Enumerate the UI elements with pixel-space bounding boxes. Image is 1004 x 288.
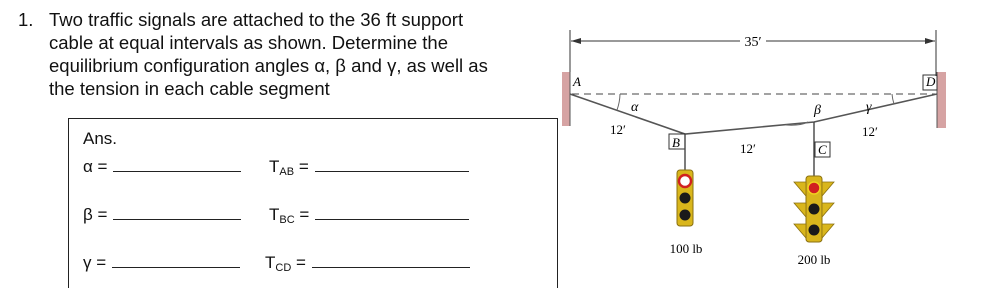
beta-label: β = — [83, 205, 108, 224]
tab-label: $T_{AB}$ = — [269, 157, 309, 178]
left-wall — [562, 72, 570, 126]
cable-figure — [560, 0, 1004, 288]
tbc-label: $T_{BC}$ = — [269, 205, 310, 226]
problem-line: Two traffic signals are attached to the 36 ft support — [49, 9, 464, 30]
problem-line: equilibrium configuration angles α, β and γ, as well as — [49, 55, 488, 76]
tcd-label: $T_{CD}$ = — [265, 253, 306, 274]
tcd-input[interactable] — [312, 253, 470, 268]
segment-cd-length: 12′ — [862, 124, 878, 139]
problem-text — [49, 8, 549, 100]
problem-line: the tension in each cable segment — [49, 78, 330, 99]
gamma-label: γ — [866, 100, 872, 115]
right-wall — [937, 72, 946, 128]
answer-title: Ans. — [83, 129, 118, 148]
segment-ab-length: 12′ — [610, 122, 626, 137]
point-c-label: C — [818, 142, 827, 157]
alpha-label: α = — [83, 157, 108, 176]
gamma-input[interactable] — [112, 253, 240, 268]
alpha-label: α — [631, 100, 639, 115]
alpha-arc — [617, 94, 620, 110]
tab-answer — [269, 157, 469, 178]
point-a-label: A — [573, 74, 581, 89]
answer-box — [68, 118, 558, 288]
beta-input[interactable] — [113, 205, 241, 220]
gamma-answer — [83, 253, 240, 273]
problem-number: 1. — [18, 9, 34, 30]
traffic-signal-b — [677, 170, 693, 226]
problem-line: cable at equal intervals as shown. Determine the — [49, 32, 448, 53]
alpha-input[interactable] — [113, 157, 241, 172]
point-d-label: D — [926, 74, 936, 89]
alpha-answer — [83, 157, 241, 177]
beta-label: β — [814, 103, 821, 118]
tbc-input[interactable] — [315, 205, 469, 220]
tcd-answer — [265, 253, 470, 274]
span-label: 35′ — [744, 35, 762, 50]
beta-answer — [83, 205, 241, 225]
gamma-arc — [892, 94, 894, 104]
span-dimension — [570, 30, 936, 76]
gamma-label: γ = — [83, 253, 107, 272]
tbc-answer — [269, 205, 469, 226]
point-b-label: B — [672, 135, 680, 150]
weight-b-label: 100 lb — [669, 241, 703, 256]
traffic-signal-c — [794, 176, 834, 242]
segment-bc-length: 12′ — [740, 141, 756, 156]
tab-input[interactable] — [315, 157, 469, 172]
weight-c-label: 200 lb — [797, 252, 831, 267]
